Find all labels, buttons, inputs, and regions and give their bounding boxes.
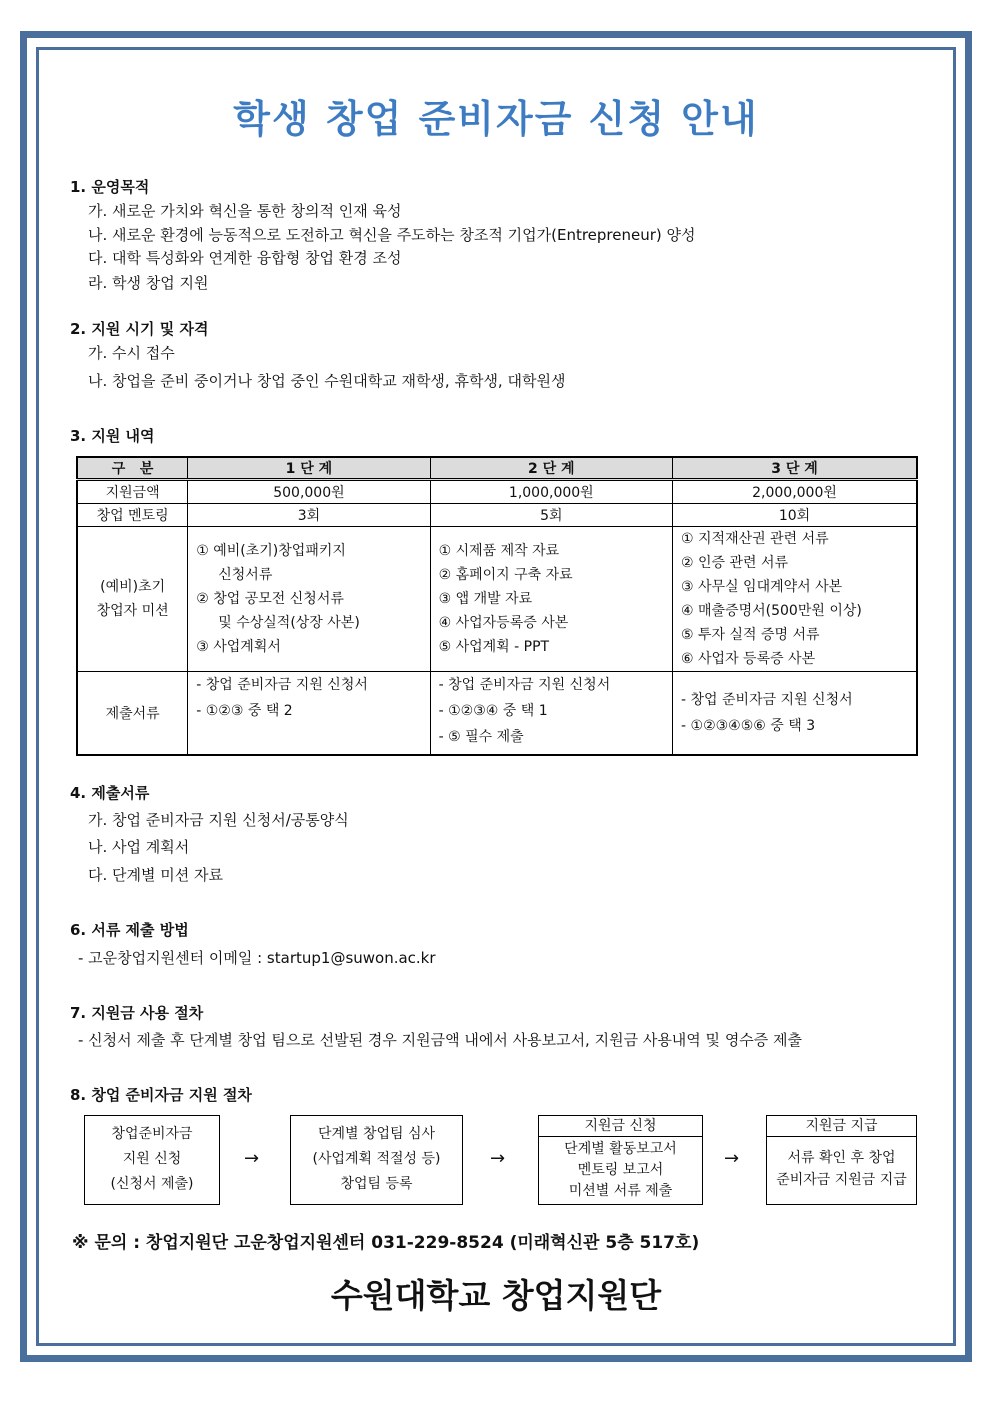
mission-label-line-1: (예비)초기: [100, 579, 166, 595]
mentoring-stage-1: 3회: [188, 504, 430, 527]
docs-1-item: - ①②③ 중 택 2: [196, 703, 293, 719]
docs-stage-2: [430, 672, 672, 756]
s2-item-1: 가. 수시 접수: [88, 344, 175, 362]
section-3-heading: 3. 지원 내역: [70, 427, 155, 445]
mission-2-item: ④ 사업자등록증 사본: [438, 615, 569, 631]
mission-2-item: ⑤ 사업계획 - PPT: [438, 639, 550, 655]
mentoring-stage-2: 5회: [430, 504, 672, 527]
process-step-3: [538, 1115, 703, 1205]
mission-3-item: ① 지적재산권 관련 서류: [681, 531, 829, 547]
step-4-line: 서류 확인 후 창업: [787, 1150, 896, 1166]
header-stage-3: 3 단 계: [673, 457, 917, 480]
organization-name: 수원대학교 창업지원단: [330, 1276, 662, 1315]
section-4-heading: 4. 제출서류: [70, 784, 150, 802]
step-3-line: 미션별 서류 제출: [568, 1183, 673, 1199]
mission-2-item: ① 시제품 제작 자료: [438, 543, 560, 559]
docs-2-item: - 창업 준비자금 지원 신청서: [438, 677, 611, 693]
docs-3-item: - 창업 준비자금 지원 신청서: [681, 692, 853, 708]
s1-item-1: 가. 새로운 가치와 혁신을 통한 창의적 인재 육성: [88, 202, 402, 220]
docs-2-item: - ⑤ 필수 제출: [438, 729, 524, 745]
step-1-line: 지원 신청: [122, 1151, 182, 1167]
section-7-heading: 7. 지원금 사용 절차: [70, 1004, 204, 1022]
mission-1-item: ② 창업 공모전 신청서류: [196, 591, 344, 607]
page-title: 학생 창업 준비자금 신청 안내: [233, 97, 759, 141]
mission-1-item: 및 수상실적(상장 사본): [218, 615, 360, 631]
header-stage-2: 2 단 계: [430, 457, 672, 480]
mission-3-item: ② 인증 관련 서류: [681, 555, 789, 571]
contact-info: ※ 문의 : 창업지원단 고운창업지원센터 031-229-8524 (미래혁신관 5층 517호): [72, 1233, 700, 1253]
arrow-icon: →: [724, 1148, 740, 1169]
section-6-heading: 6. 서류 제출 방법: [70, 921, 189, 939]
process-step-4: [766, 1115, 917, 1205]
mission-stage-3: [673, 527, 917, 672]
amount-row: [77, 480, 917, 504]
step-4-header: 지원금 지급: [767, 1116, 916, 1137]
mission-row: [77, 527, 917, 672]
section-2-heading: 2. 지원 시기 및 자격: [70, 320, 209, 338]
arrow-icon: →: [490, 1148, 506, 1169]
mission-stage-1: [188, 527, 430, 672]
section-8-heading: 8. 창업 준비자금 지원 절차: [70, 1086, 252, 1104]
amount-stage-2: 1,000,000원: [430, 480, 672, 504]
docs-row: [77, 672, 917, 756]
step-2-line: 창업팀 등록: [340, 1176, 413, 1192]
step-3-header: 지원금 신청: [539, 1116, 702, 1137]
amount-label: 지원금액: [77, 480, 188, 504]
docs-2-item: - ①②③④ 중 택 1: [438, 703, 548, 719]
s7-line: - 신청서 제출 후 단계별 창업 팀으로 선발된 경우 지원금액 내에서 사용보고서, 지원금 사용내역 및 영수증 제출: [78, 1031, 803, 1049]
header-stage-1: 1 단 계: [188, 457, 430, 480]
arrow-icon: →: [244, 1148, 260, 1169]
step-1-line: 창업준비자금: [111, 1126, 193, 1142]
mentoring-stage-3: 10회: [673, 504, 917, 527]
s1-item-4: 라. 학생 창업 지원: [88, 274, 209, 292]
docs-1-item: - 창업 준비자금 지원 신청서: [196, 677, 368, 693]
mission-1-item: ① 예비(초기)창업패키지: [196, 543, 346, 559]
s4-item-3: 다. 단계별 미션 자료: [88, 866, 223, 884]
support-table: [76, 456, 918, 756]
header-category: 구 분: [77, 457, 188, 480]
mission-2-item: ③ 앱 개발 자료: [438, 591, 533, 607]
s4-item-2: 나. 사업 계획서: [88, 838, 190, 856]
s2-item-2: 나. 창업을 준비 중이거나 창업 중인 수원대학교 재학생, 휴학생, 대학원생: [88, 372, 566, 390]
step-3-line: 단계별 활동보고서: [564, 1141, 677, 1157]
step-4-line: 준비자금 지원금 지급: [776, 1172, 907, 1188]
step-3-line: 멘토링 보고서: [577, 1162, 664, 1178]
step-2-line: (사업계획 적절성 등): [312, 1151, 441, 1167]
s1-item-3: 다. 대학 특성화와 연계한 융합형 창업 환경 조성: [88, 249, 402, 267]
mentoring-label: 창업 멘토링: [77, 504, 188, 527]
step-1-line: (신청서 제출): [110, 1176, 194, 1192]
amount-stage-1: 500,000원: [188, 480, 430, 504]
process-step-1: [84, 1115, 220, 1205]
amount-stage-3: 2,000,000원: [673, 480, 917, 504]
mission-3-item: ⑤ 투자 실적 증명 서류: [681, 627, 820, 643]
docs-label: 제출서류: [77, 672, 188, 756]
mission-label-line-2: 창업자 미션: [96, 603, 169, 619]
mentoring-row: [77, 504, 917, 527]
process-step-2: [290, 1115, 463, 1205]
mission-3-item: ⑥ 사업자 등록증 사본: [681, 651, 816, 667]
table-header-row: [77, 457, 917, 480]
docs-stage-3: [673, 672, 917, 756]
mission-label: [77, 527, 188, 672]
mission-1-item: ③ 사업계획서: [196, 639, 281, 655]
s6-line: - 고운창업지원센터 이메일 : startup1@suwon.ac.kr: [78, 949, 436, 967]
mission-1-item: 신청서류: [218, 567, 273, 583]
s4-item-1: 가. 창업 준비자금 지원 신청서/공통양식: [88, 811, 349, 829]
section-1-heading: 1. 운영목적: [70, 178, 150, 196]
docs-stage-1: [188, 672, 430, 756]
mission-3-item: ③ 사무실 임대계약서 사본: [681, 579, 843, 595]
docs-3-item: - ①②③④⑤⑥ 중 택 3: [681, 718, 816, 734]
mission-3-item: ④ 매출증명서(500만원 이상): [681, 603, 862, 619]
s1-item-2: 나. 새로운 환경에 능동적으로 도전하고 혁신을 주도하는 창조적 기업가(Entrepreneur) 양성: [88, 226, 696, 244]
step-2-line: 단계별 창업팀 심사: [317, 1126, 436, 1142]
mission-stage-2: [430, 527, 672, 672]
mission-2-item: ② 홈페이지 구축 자료: [438, 567, 573, 583]
